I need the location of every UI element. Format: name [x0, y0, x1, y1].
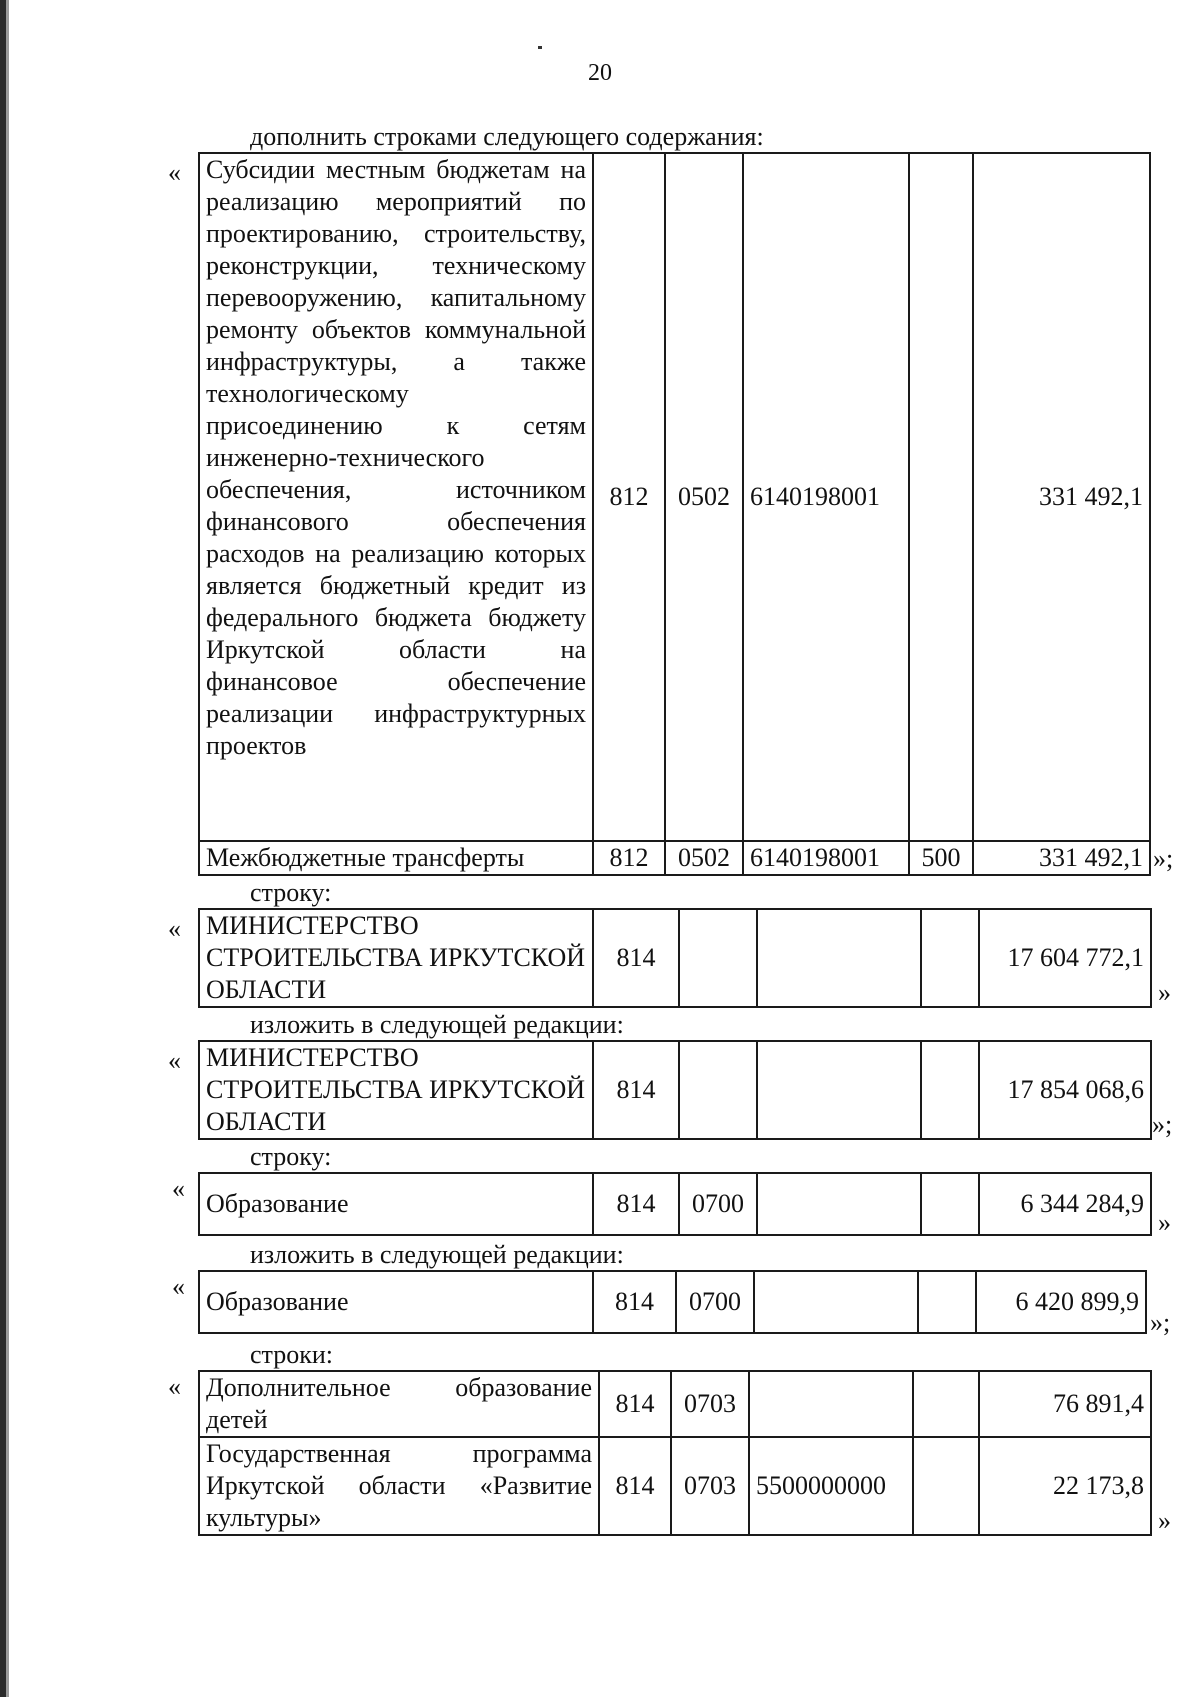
- cell-code2: 0700: [679, 1173, 757, 1235]
- cell-amount: 6 420 899,9: [976, 1271, 1146, 1333]
- cell-code3: 6140198001: [743, 153, 909, 841]
- cell-code3: [757, 1173, 921, 1235]
- cell-code2: 0700: [676, 1271, 754, 1333]
- table-row: [199, 909, 1151, 1007]
- row-name: МИНИСТЕРСТВО СТРОИТЕЛЬСТВА ИРКУТСКОЙ ОБЛАСТИ: [199, 1041, 593, 1139]
- table-education-old: [198, 1172, 1152, 1236]
- cell-amount: 331 492,1: [973, 841, 1150, 875]
- cell-code4: [913, 1371, 979, 1437]
- table-row: [199, 1371, 1151, 1437]
- table-add-rows: [198, 152, 1151, 876]
- cell-amount: 22 173,8: [979, 1437, 1151, 1535]
- open-quote: «: [168, 914, 181, 943]
- row-name: Дополнительное образование детей: [199, 1371, 599, 1437]
- table-row: [199, 153, 1150, 841]
- cell-code1: 814: [599, 1437, 671, 1535]
- cell-amount: 331 492,1: [973, 153, 1150, 841]
- row-name: Субсидии местным бюджетам на реализацию мероприятий по проектированию, строительству, реконструкции, техническому перевооружению, капитальному ремонту объектов коммунальной инфраструктуры, а также технологическому присоединению к сетям инженерно-технического обеспечения, источником финансового обеспечения расходов на реализацию которых является бюджетный кредит из федерального бюджета бюджету Иркутской области на финансовое обеспечение реализации инфраструктурных проектов: [199, 153, 593, 841]
- cell-code4: [918, 1271, 976, 1333]
- table-row: [199, 1271, 1146, 1333]
- cell-code1: 814: [593, 1041, 679, 1139]
- table-row: [199, 841, 1150, 875]
- open-quote: «: [168, 1372, 181, 1401]
- cell-amount: 17 854 068,6: [979, 1041, 1151, 1139]
- table-extra-education: [198, 1370, 1152, 1536]
- close-quote: »;: [1153, 844, 1174, 873]
- table-row: [199, 1437, 1151, 1535]
- cell-code2: [679, 909, 757, 1007]
- cell-code1: 814: [599, 1371, 671, 1437]
- cell-code3: 6140198001: [743, 841, 909, 875]
- row-name: МИНИСТЕРСТВО СТРОИТЕЛЬСТВА ИРКУТСКОЙ ОБЛАСТИ: [199, 909, 593, 1007]
- cell-code3: [757, 909, 921, 1007]
- cell-code2: 0703: [671, 1437, 749, 1535]
- scan-edge-shadow: [6, 0, 9, 1697]
- cell-code3: [757, 1041, 921, 1139]
- directive-row: строку:: [250, 1142, 332, 1171]
- cell-code1: 814: [593, 1173, 679, 1235]
- cell-code4: [913, 1437, 979, 1535]
- cell-code2: 0703: [671, 1371, 749, 1437]
- scan-speck: [538, 46, 542, 49]
- directive-add-rows: дополнить строками следующего содержания:: [250, 122, 764, 151]
- table-ministry-old: [198, 908, 1152, 1008]
- cell-amount: 6 344 284,9: [979, 1173, 1151, 1235]
- close-quote: »;: [1152, 1110, 1173, 1139]
- cell-code4: [921, 1173, 979, 1235]
- table-row: [199, 1173, 1151, 1235]
- close-quote: »: [1158, 978, 1171, 1007]
- open-quote: «: [172, 1174, 185, 1203]
- row-name: Образование: [199, 1271, 593, 1333]
- table-row: [199, 1041, 1151, 1139]
- cell-amount: 76 891,4: [979, 1371, 1151, 1437]
- close-quote: »: [1158, 1506, 1171, 1535]
- cell-amount: 17 604 772,1: [979, 909, 1151, 1007]
- open-quote: «: [168, 158, 181, 187]
- cell-code4: [909, 153, 973, 841]
- cell-code3: [754, 1271, 918, 1333]
- cell-code2: [679, 1041, 757, 1139]
- row-name: Межбюджетные трансферты: [199, 841, 593, 875]
- page-number: 20: [588, 60, 612, 86]
- cell-code2: 0502: [665, 153, 743, 841]
- cell-code1: 812: [593, 153, 665, 841]
- cell-code1: 812: [593, 841, 665, 875]
- directive-edit: изложить в следующей редакции:: [250, 1010, 624, 1039]
- cell-code3: [749, 1371, 913, 1437]
- cell-code4: 500: [909, 841, 973, 875]
- table-education-new: [198, 1270, 1147, 1334]
- cell-code4: [921, 909, 979, 1007]
- close-quote: »: [1158, 1208, 1171, 1237]
- row-name: Образование: [199, 1173, 593, 1235]
- cell-code2: 0502: [665, 841, 743, 875]
- open-quote: «: [168, 1046, 181, 1075]
- open-quote: «: [172, 1272, 185, 1301]
- cell-code4: [921, 1041, 979, 1139]
- directive-row: строку:: [250, 878, 332, 907]
- directive-edit: изложить в следующей редакции:: [250, 1240, 624, 1269]
- close-quote: »;: [1150, 1308, 1171, 1337]
- row-name: Государственная программа Иркутской области «Развитие культуры»: [199, 1437, 599, 1535]
- cell-code3: 5500000000: [749, 1437, 913, 1535]
- directive-rows: строки:: [250, 1340, 333, 1369]
- table-ministry-new: [198, 1040, 1152, 1140]
- cell-code1: 814: [593, 909, 679, 1007]
- cell-code1: 814: [593, 1271, 676, 1333]
